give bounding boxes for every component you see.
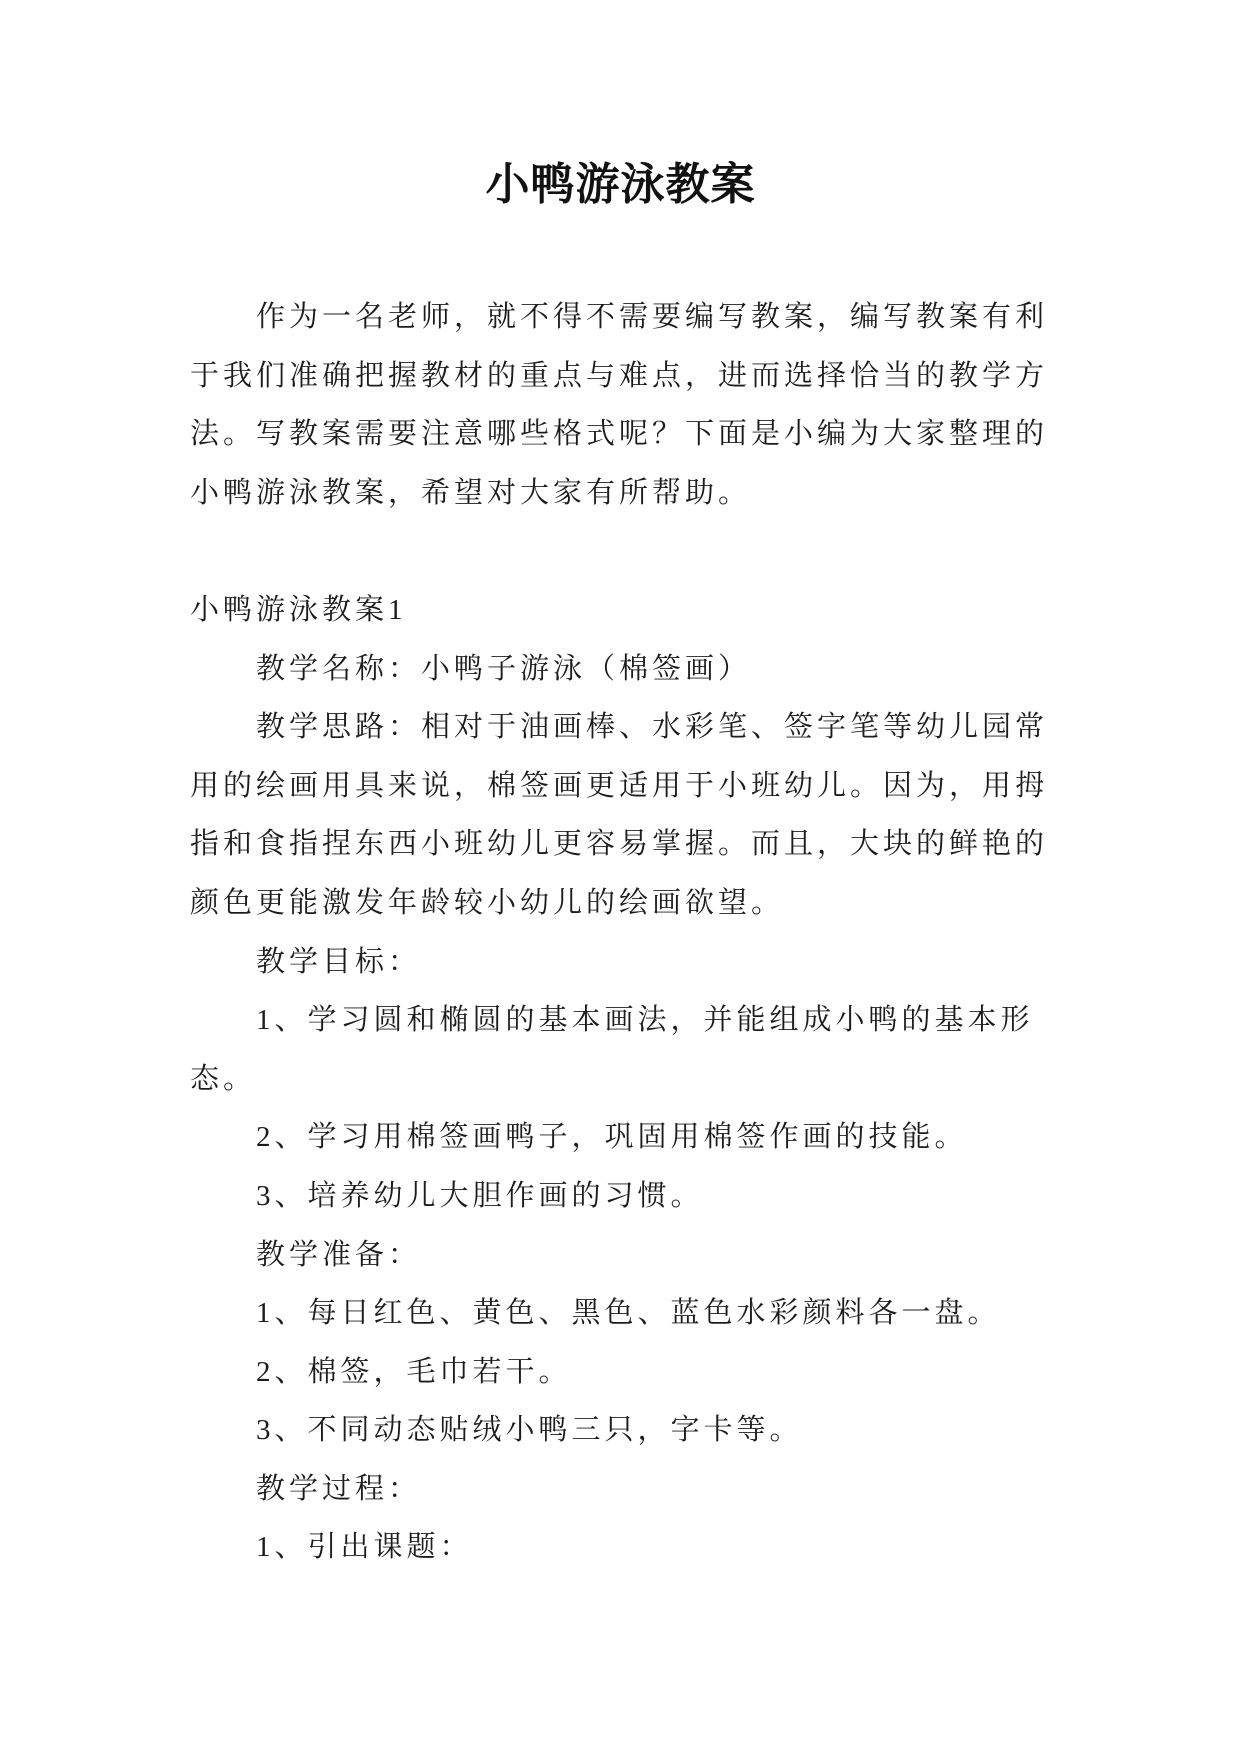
section-heading: 小鸭游泳教案1 <box>190 593 407 626</box>
lesson-name: 教学名称：小鸭子游泳（棉签画） <box>256 652 752 685</box>
goal-line: 3、培养幼儿大胆作画的习惯。 <box>256 1179 704 1212</box>
lesson-idea-line: 指和食指捏东西小班幼儿更容易掌握。而且，大块的鲜艳的 <box>190 828 1049 861</box>
preparation-item <box>190 1343 1052 1402</box>
intro-line: 于我们准确把握教材的重点与难点，进而选择恰当的教学方 <box>190 359 1049 392</box>
goal-item <box>190 1108 1052 1167</box>
process-heading: 教学过程： <box>256 1472 422 1505</box>
goals-heading: 教学目标： <box>256 945 422 978</box>
preparation-heading: 教学准备： <box>256 1238 422 1271</box>
process-item <box>190 1518 1052 1577</box>
goal-line: 2、学习用棉签画鸭子，巩固用棉签作画的技能。 <box>256 1121 968 1154</box>
lesson-idea-line: 教学思路：相对于油画棒、水彩笔、签字笔等幼儿园常 <box>256 711 1049 744</box>
lesson-idea-line: 颜色更能激发年龄较小幼儿的绘画欲望。 <box>190 886 785 919</box>
intro-line: 小鸭游泳教案，希望对大家有所帮助。 <box>190 476 752 509</box>
intro-paragraph <box>190 288 1052 522</box>
process-line: 1、引出课题： <box>256 1531 473 1564</box>
goal-line: 1、学习圆和椭圆的基本画法，并能组成小鸭的基本形 <box>256 1004 1034 1037</box>
blank-line <box>190 522 1052 581</box>
goal-item <box>190 1167 1052 1226</box>
preparation-item <box>190 1284 1052 1343</box>
intro-line: 法。写教案需要注意哪些格式呢？下面是小编为大家整理的 <box>190 418 1049 451</box>
preparation-line: 3、不同动态贴绒小鸭三只，字卡等。 <box>256 1414 803 1447</box>
lesson-idea-line: 用的绘画用具来说，棉签画更适用于小班幼儿。因为，用拇 <box>190 769 1049 802</box>
document-title: 小鸭游泳教案 <box>485 160 756 209</box>
lesson-idea-paragraph <box>190 698 1052 932</box>
intro-line: 作为一名老师，就不得不需要编写教案，编写教案有利 <box>256 301 1049 333</box>
preparation-item <box>190 1401 1052 1460</box>
preparation-line: 2、棉签，毛巾若干。 <box>256 1355 572 1388</box>
goal-line: 态。 <box>190 1062 257 1095</box>
document-body <box>190 288 1052 1577</box>
goal-item <box>190 991 1052 1108</box>
preparation-line: 1、每日红色、黄色、黑色、蓝色水彩颜料各一盘。 <box>256 1297 1001 1330</box>
